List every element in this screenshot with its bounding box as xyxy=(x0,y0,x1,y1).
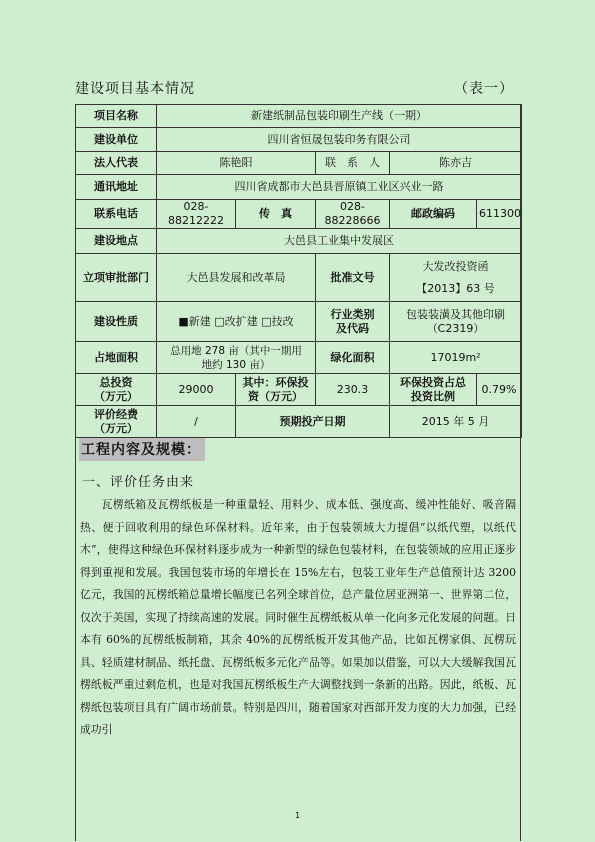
site-label: 建设地点 xyxy=(76,229,157,254)
subsection-heading: 一、评价任务由来 xyxy=(82,475,195,490)
industry-line1: 包装装潢及其他印刷 xyxy=(406,307,506,321)
fax-value: 028-88228666 xyxy=(316,200,390,229)
body-text xyxy=(80,494,516,742)
builder-value: 四川省恒晟包装印务有限公司 xyxy=(157,128,522,152)
area-value xyxy=(157,342,316,374)
green-value: 17019m² xyxy=(390,342,522,374)
site-value: 大邑县工业集中发展区 xyxy=(157,229,522,254)
approval-no-line2: 【2013】63 号 xyxy=(416,281,495,295)
env-ratio-value: 0.79% xyxy=(477,374,522,406)
row-site xyxy=(76,229,522,254)
invest-value: 29000 xyxy=(157,374,236,406)
fax-label: 传 真 xyxy=(236,200,316,229)
page-title: 建设项目基本情况 xyxy=(75,81,195,97)
postcode-value: 611300 xyxy=(477,200,522,229)
row-eval-fee xyxy=(76,406,522,438)
env-ratio-label xyxy=(390,374,477,406)
approval-dept-value: 大邑县发展和改革局 xyxy=(157,254,316,302)
invest-label-line2: （万元） xyxy=(94,389,138,403)
prod-date-value: 2015 年 5 月 xyxy=(390,406,522,438)
env-invest-value: 230.3 xyxy=(316,374,390,406)
phone-label: 联系电话 xyxy=(76,200,157,229)
nature-label: 建设性质 xyxy=(76,302,157,342)
page-header xyxy=(75,78,520,98)
address-value: 四川省成都市大邑县晋原镇工业区兴业一路 xyxy=(157,175,522,200)
phone-value: 028-88212222 xyxy=(157,200,236,229)
row-approval xyxy=(76,254,522,302)
invest-label-line1: 总投资 xyxy=(99,375,133,389)
project-info-table xyxy=(75,104,522,438)
eval-fee-value: / xyxy=(157,406,236,438)
nature-tech-checkbox: □技改 xyxy=(261,314,294,328)
project-name-label: 项目名称 xyxy=(76,105,157,128)
row-phone xyxy=(76,200,522,229)
prod-date-label: 预期投产日期 xyxy=(236,406,390,438)
postcode-label: 邮政编码 xyxy=(390,200,477,229)
area-label: 占地面积 xyxy=(76,342,157,374)
nature-expand-checkbox: □改扩建 xyxy=(214,314,258,328)
eval-fee-label-line1: 评价经费 xyxy=(94,407,138,421)
env-invest-label-line1: 其中：环保投 xyxy=(242,375,309,389)
approval-dept-label: 立项审批部门 xyxy=(76,254,157,302)
row-builder xyxy=(76,128,522,152)
row-nature xyxy=(76,302,522,342)
industry-value xyxy=(390,302,522,342)
legal-rep-value: 陈艳阳 xyxy=(157,152,316,175)
eval-fee-label-line2: （万元） xyxy=(94,421,138,435)
row-investment xyxy=(76,374,522,406)
table-tag: （表一） xyxy=(454,81,514,97)
project-name-value: 新建纸制品包装印刷生产线（一期） xyxy=(157,105,522,128)
legal-rep-label: 法人代表 xyxy=(76,152,157,175)
industry-label-line2: 及代码 xyxy=(336,321,369,335)
address-label: 通讯地址 xyxy=(76,175,157,200)
contact-label: 联 系 人 xyxy=(316,152,390,175)
row-address xyxy=(76,175,522,200)
green-label: 绿化面积 xyxy=(316,342,390,374)
contact-value: 陈亦吉 xyxy=(390,152,522,175)
env-invest-label-line2: 资（万元） xyxy=(248,389,303,403)
builder-label: 建设单位 xyxy=(76,128,157,152)
nature-new-checkbox: ■新建 xyxy=(178,314,211,328)
row-project-name xyxy=(76,105,522,128)
env-ratio-label-line1: 环保投资占总 xyxy=(400,375,466,389)
industry-line2: （C2319） xyxy=(426,321,485,335)
env-invest-label xyxy=(236,374,316,406)
area-line1: 总用地 278 亩（其中一期用 xyxy=(170,344,302,357)
paragraph: 瓦楞纸箱及瓦楞纸板是一种重量轻、用料少、成本低、强度高、缓冲性能好、吸音隔热、便于回收利用的绿色环保材料。近年来，由于包装领域大力提倡“以纸代塑，以纸代木”，使得这种绿色环保材料逐步成为一种新型的绿色包装材料，在包装领域的应用正逐步得到重视和发展。我国包装市场的年增长在 15%左右，包装工业年生产总值预计达 3200 亿元，我国的瓦楞纸箱总量增长幅度已名列全球首位，总产量位居亚洲第一、世界第二位，仅次于美国，实现了持续高速的发展。同时催生瓦楞纸板从单一化向多元化发展的问题。日本有 60%的瓦楞纸板制箱，其余 40%的瓦楞纸板开发其他产品，比如瓦楞家俱、瓦楞玩具、轻质建材制品、纸托盘、瓦楞纸板多元化产品等。如果加以借鉴，可以大大缓解我国瓦楞纸板严重过剩危机，也是对我国瓦楞纸板生产大调整找到一条新的出路。因此，纸板、瓦楞纸包装项目具有广阔市场前景。特别是四川，随着国家对西部开发力度的大力加强，已经成功引 xyxy=(80,498,516,736)
eval-fee-label xyxy=(76,406,157,438)
env-ratio-label-line2: 投资比例 xyxy=(411,389,455,403)
invest-label xyxy=(76,374,157,406)
section-heading: 工程内容及规模： xyxy=(79,438,205,461)
row-legal-rep xyxy=(76,152,522,175)
page-number: 1 xyxy=(294,811,301,820)
industry-label xyxy=(316,302,390,342)
approval-no-line1: 大发改投资函 xyxy=(422,259,489,273)
area-line2: 地约 130 亩） xyxy=(201,358,271,371)
nature-options xyxy=(157,302,316,342)
approval-no-value xyxy=(390,254,522,302)
approval-no-label: 批准文号 xyxy=(316,254,390,302)
row-area xyxy=(76,342,522,374)
industry-label-line1: 行业类别 xyxy=(330,307,375,321)
